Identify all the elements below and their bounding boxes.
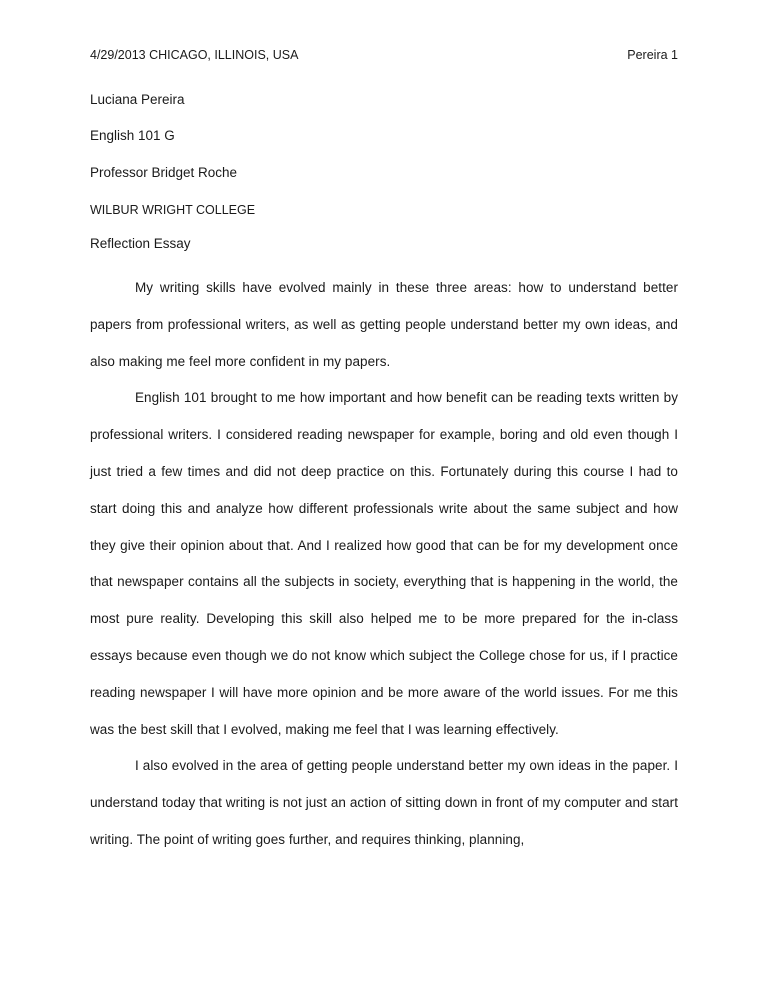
college-name: WILBUR WRIGHT COLLEGE: [90, 203, 256, 217]
essay-body: [90, 270, 678, 859]
course-name: English 101 G: [90, 128, 175, 143]
author-name: Luciana Pereira: [90, 92, 185, 107]
page-header: [90, 46, 678, 64]
paragraph-1: My writing skills have evolved mainly in these three areas: how to understand better papers from professional writers, as well as getting people understand better my own ideas, and also making me feel more confident in my papers.: [90, 280, 678, 369]
paragraph-2: English 101 brought to me how important and how benefit can be reading texts written by professional writers. I considered reading newspaper for example, boring and old even though I just tried a few times and did not deep practice on this. Fortunately during this course I had to start doing this and analyze how different professionals write about the same subject and how they give their opinion about that. And I realized how good that can be for my development once that newspaper contains all the subjects in society, everything that is happening in the world, the most pure reality. Developing this skill also helped me to be more prepared for the in-class essays because even though we do not know which subject the College chose for us, if I practice reading newspaper I will have more opinion and be more aware of the world issues. For me this was the best skill that I evolved, making me feel that I was learning effectively.: [90, 390, 678, 737]
professor-name: Professor Bridget Roche: [90, 165, 238, 180]
header-date-location: 4/29/2013 CHICAGO, ILLINOIS, USA: [90, 48, 299, 62]
essay-title: Reflection Essay: [90, 236, 191, 251]
header-page-number: Pereira 1: [627, 48, 678, 62]
paragraph-3: I also evolved in the area of getting people understand better my own ideas in the paper. I understand today that writing is not just an action of sitting down in front of my computer and start writing. The point of writing goes further, and requires thinking, planning,: [90, 758, 678, 847]
